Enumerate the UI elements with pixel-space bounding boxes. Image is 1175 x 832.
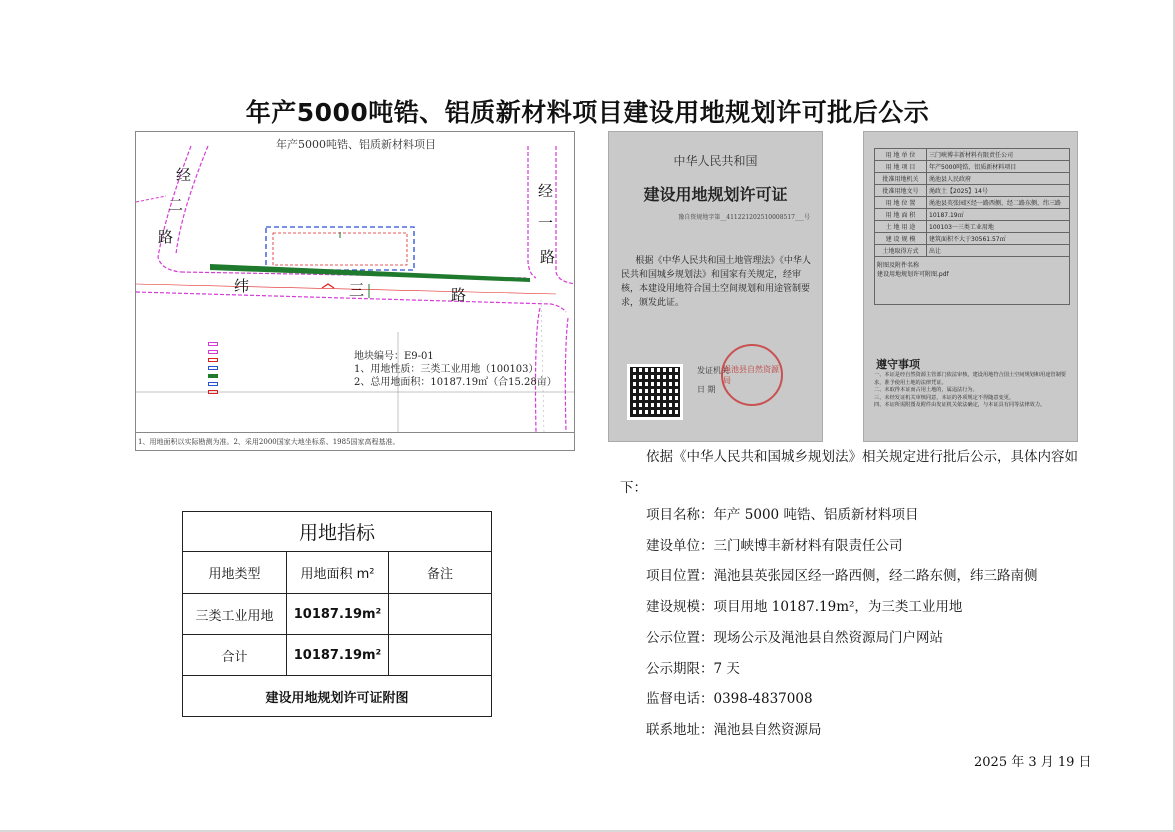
field-location: 项目位置：渑池县英张园区经一路西侧，经二路东侧，纬三路南侧 — [646, 568, 1038, 585]
notice-item: 一、本证是经自然资源主管部门依法审核，建设用地符合国土空间规划和用途管制要求，准予使用土地的法律凭证。 — [874, 372, 1066, 386]
notice-title: 遵守事项 — [876, 358, 920, 371]
cert-detail-key: 用 地 项 目 — [875, 161, 927, 173]
notice-item: 四、本证所需附图及附件由发证机关依法确定，与本证具有同等法律效力。 — [874, 402, 1046, 408]
qr-code-icon — [627, 364, 683, 420]
field-period: 公示期限：7 天 — [646, 660, 740, 677]
table-row — [183, 594, 492, 635]
cert-detail-value: 年产5000吨锆、铝质新材料项目 — [927, 161, 1070, 173]
cert-detail-key: 用 地 位 置 — [875, 197, 927, 209]
cert-detail-row — [875, 185, 1070, 197]
field-display-location: 公示位置：现场公示及渑池县自然资源局门户网站 — [646, 629, 943, 646]
cert-detail-table — [874, 148, 1070, 305]
cert-attachment-row — [875, 257, 1070, 305]
cert-detail-key: 用 地 面 积 — [875, 209, 927, 221]
cert-detail-key: 批准用地文号 — [875, 185, 927, 197]
cell-land-type: 三类工业用地 — [183, 594, 287, 635]
field-scale: 建设规模：项目用地 10187.19m²，为三类工业用地 — [646, 599, 963, 616]
cert-detail-value: 三门峡博丰新材料有限责任公司 — [927, 149, 1070, 161]
parcel-info-line: 1、用地性质：三类工业用地（100103） — [354, 364, 539, 375]
cell-remark — [389, 635, 492, 676]
cell-land-type: 合计 — [183, 635, 287, 676]
cert-detail-row — [875, 209, 1070, 221]
cert-attachment: 附图及附件名称 建设用地规划许可附图.pdf — [875, 257, 1070, 305]
cert-detail-row — [875, 173, 1070, 185]
field-builder: 建设单位：三门峡博丰新材料有限责任公司 — [646, 537, 903, 554]
header-remark: 备注 — [389, 552, 492, 594]
field-phone: 监督电话：0398-4837008 — [646, 691, 813, 708]
cert-country: 中华人民共和国 — [673, 154, 758, 168]
cert-detail-value: 出让 — [927, 245, 1070, 257]
cert-body: 根据《中华人民共和国土地管理法》《中华人民共和国城乡规划法》和国家有关规定，经审核，本建设用地符合国土空间规划和用途管制要求，颁发此证。 — [621, 256, 811, 308]
road-label-wei3-1: 纬 — [234, 277, 250, 295]
map-legend — [208, 340, 218, 396]
announcement-intro: 依据《中华人民共和国城乡规划法》相关规定进行批后公示，具体内容如下： — [620, 449, 1078, 496]
site-plan-map — [135, 131, 575, 451]
cert-detail-value: 100103一三类工业用地 — [927, 221, 1070, 233]
cert-detail-row — [875, 245, 1070, 257]
land-index-table — [182, 511, 492, 717]
notice-item: 三、未经发证机关审核同意，本证的各项规定不得随意变更。 — [874, 394, 1015, 401]
notice-item: 二、未取得本证而占用土地的，属违法行为。 — [874, 387, 978, 393]
cert-detail-key: 土地取得方式 — [875, 245, 927, 257]
header-land-type: 用地类型 — [183, 552, 287, 594]
seal-text: 渑池县自然资源局 — [723, 365, 779, 385]
index-table-footer: 建设用地规划许可证附图 — [183, 676, 492, 717]
road-label-jing1-3: 路 — [540, 248, 556, 266]
cert-date: 日 期 — [697, 385, 716, 394]
field-address: 联系地址：渑池县自然资源局 — [646, 721, 822, 738]
cert-detail-key: 土 地 用 途 — [875, 221, 927, 233]
cert-issuer: 发证机关 — [697, 366, 729, 375]
cert-detail-row — [875, 233, 1070, 245]
cert-title: 建设用地规划许可证 — [643, 185, 788, 204]
map-note: 1、用地面积以实际勘测为准。2、采用2000国家大地坐标系、1985国家高程基准。 — [136, 432, 575, 451]
announcement-date: 2025 年 3 月 19 日 — [974, 755, 1092, 770]
road-label-jing1-2: 一 — [538, 214, 554, 232]
permit-certificate-front — [608, 131, 823, 442]
cell-land-area: 10187.19m² — [287, 635, 389, 676]
cert-detail-key: 用 地 单 位 — [875, 149, 927, 161]
cert-detail-row — [875, 221, 1070, 233]
cell-remark — [389, 594, 492, 635]
road-label-jing2-2: 二 — [168, 196, 184, 214]
cert-detail-row — [875, 197, 1070, 209]
table-row — [183, 635, 492, 676]
parcel-info — [354, 350, 557, 389]
cert-number: 豫自资规地字第__411221202510008517___号 — [678, 214, 810, 221]
road-label-jing2-3: 路 — [158, 228, 174, 246]
cert-detail-row — [875, 149, 1070, 161]
road-label-wei3-2: 三 — [349, 281, 365, 299]
cert-detail-value: 渑池县人民政府 — [927, 173, 1070, 185]
cert-detail-value: 10187.19㎡ — [927, 209, 1070, 221]
announcement-fields — [646, 500, 1038, 746]
notice-list — [874, 372, 1070, 410]
road-label-jing1-1: 经 — [538, 182, 554, 200]
cell-land-area: 10187.19m² — [287, 594, 389, 635]
cert-detail-value: 建筑面积不大于30561.57㎡ — [927, 233, 1070, 245]
page-title: 年产5000吨锆、铝质新材料项目建设用地规划许可批后公示 — [245, 98, 930, 127]
permit-certificate-back — [863, 131, 1078, 442]
road-label-jing2-1: 经 — [176, 166, 192, 184]
index-table-caption: 用地指标 — [183, 512, 492, 552]
cert-detail-row — [875, 161, 1070, 173]
cert-detail-value: 渑政土【2025】14号 — [927, 185, 1070, 197]
official-seal-icon — [721, 344, 783, 406]
parcel-info-line: 地块编号：E9-01 — [354, 351, 434, 362]
map-title: 年产5000吨锆、铝质新材料项目 — [276, 138, 436, 151]
cert-detail-value: 渑池县英张园区经一路西侧、经二路东侧、纬三路 — [927, 197, 1070, 209]
header-land-area: 用地面积 m² — [287, 552, 389, 594]
cert-detail-key: 建 设 规 模 — [875, 233, 927, 245]
field-project-name: 项目名称：年产 5000 吨锆、铝质新材料项目 — [646, 507, 919, 523]
road-label-wei3-3: 路 — [451, 286, 467, 304]
parcel-info-line: 2、总用地面积：10187.19㎡（合15.28亩） — [354, 377, 557, 388]
cert-detail-key: 批准用地机关 — [875, 173, 927, 185]
